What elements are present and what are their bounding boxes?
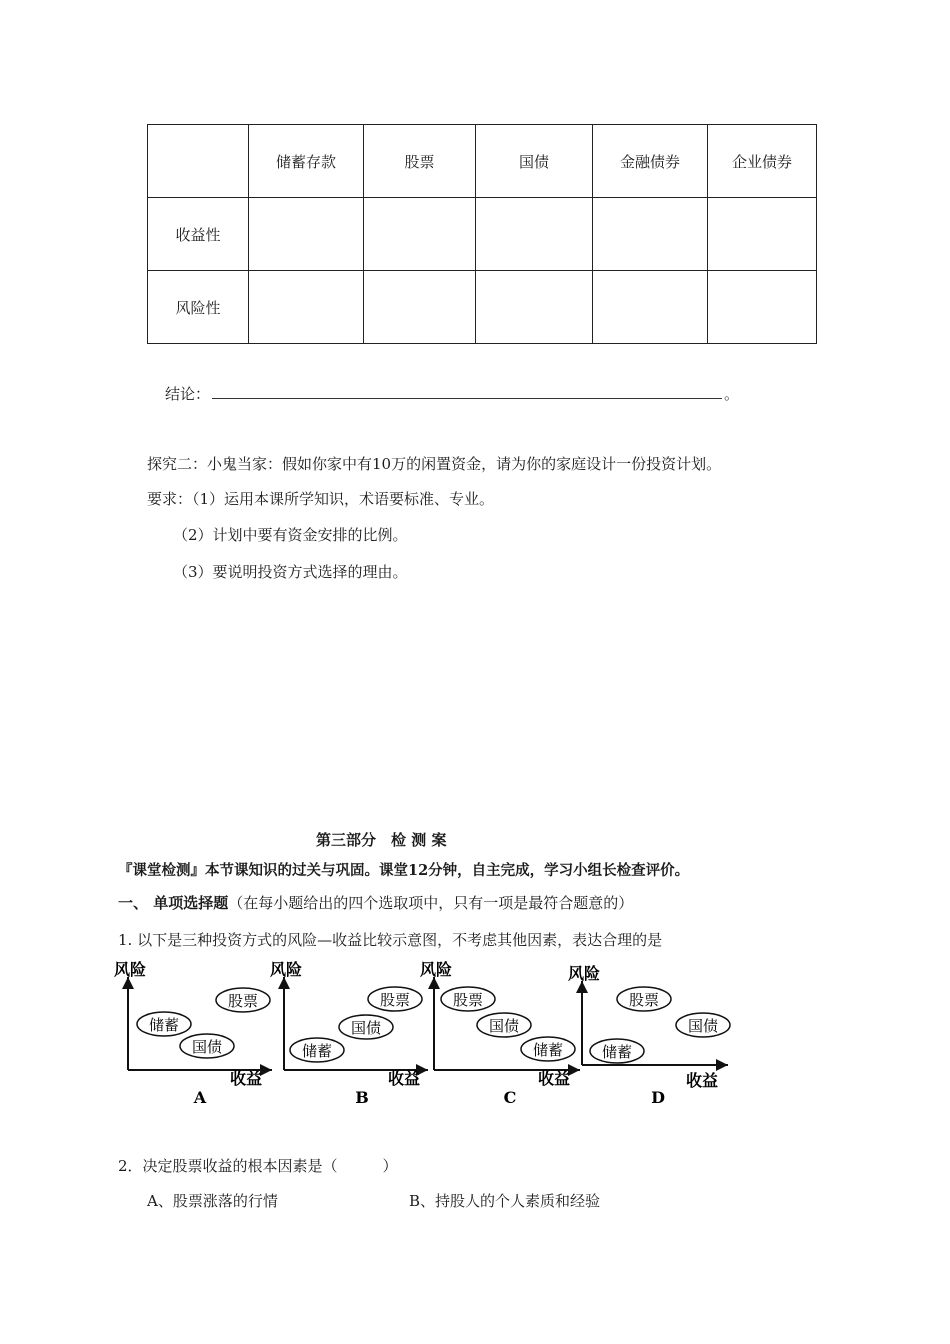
panel-letter: A — [193, 1088, 207, 1107]
inquiry-line-2: 要求：（1）运用本课所学知识，术语要标准、专业。 — [147, 490, 495, 508]
x-axis-label: 收益 — [230, 1069, 263, 1088]
table-cell[interactable] — [249, 271, 364, 344]
table-header-cell: 股票 — [364, 125, 476, 198]
y-axis-label: 风险 — [270, 960, 303, 979]
table-cell[interactable] — [476, 271, 593, 344]
bubble-label: 国债 — [191, 1038, 223, 1056]
y-axis-label: 风险 — [568, 964, 601, 983]
panel-letter: D — [651, 1088, 665, 1107]
y-axis-label: 风险 — [114, 960, 147, 979]
table-cell[interactable] — [708, 198, 817, 271]
bubble-label: 股票 — [379, 991, 411, 1009]
bubble-label: 国债 — [350, 1019, 382, 1037]
y-axis-label: 风险 — [420, 960, 453, 979]
bubble-label: 股票 — [628, 991, 660, 1009]
bubble-label: 储蓄 — [601, 1043, 633, 1061]
question-1: 1. 以下是三种投资方式的风险—收益比较示意图，不考虑其他因素，表达合理的是 — [118, 931, 663, 949]
table-cell[interactable] — [364, 198, 476, 271]
inquiry-line-3: （2）计划中要有资金安排的比例。 — [173, 526, 408, 544]
option-a[interactable]: A、股票涨落的行情 — [147, 1192, 278, 1210]
bubble-label: 股票 — [227, 992, 259, 1010]
row-label: 风险性 — [148, 271, 249, 344]
table-row — [148, 271, 817, 344]
bubble-label: 储蓄 — [148, 1016, 180, 1034]
table-cell[interactable] — [708, 271, 817, 344]
table-header-cell: 金融债券 — [593, 125, 708, 198]
row-label: 收益性 — [148, 198, 249, 271]
table-cell[interactable] — [593, 271, 708, 344]
panel-d — [568, 964, 730, 1107]
bubble-label: 国债 — [687, 1017, 719, 1035]
conclusion-line — [165, 383, 739, 404]
table-row — [148, 198, 817, 271]
table-header-cell: 储蓄存款 — [249, 125, 364, 198]
x-axis-label: 收益 — [388, 1069, 421, 1088]
table-cell[interactable] — [249, 198, 364, 271]
panel-a — [114, 960, 272, 1107]
bubble-label: 储蓄 — [532, 1041, 564, 1059]
inquiry-line-1: 探究二：小鬼当家：假如你家中有10万的闲置资金，请为你的家庭设计一份投资计划。 — [147, 455, 722, 473]
x-axis-label: 收益 — [538, 1069, 571, 1088]
section-head: 一、 单项选择题 — [118, 894, 229, 912]
inquiry-line-4: （3）要说明投资方式选择的理由。 — [173, 563, 408, 581]
conclusion-end: 。 — [724, 385, 740, 403]
comparison-table — [147, 124, 817, 344]
table-cell[interactable] — [476, 198, 593, 271]
option-b[interactable]: B、持股人的个人素质和经验 — [409, 1192, 601, 1210]
bubble-label: 股票 — [452, 991, 484, 1009]
table-header-cell: 国债 — [476, 125, 593, 198]
bubble-label: 储蓄 — [301, 1042, 333, 1060]
question-2: 2．决定股票收益的根本因素是（ ） — [118, 1157, 398, 1175]
part3-title: 第三部分 检 测 案 — [316, 831, 447, 849]
table-cell[interactable] — [593, 198, 708, 271]
bubble-label: 国债 — [488, 1017, 520, 1035]
table-header-cell: 企业债券 — [708, 125, 817, 198]
x-axis-label: 收益 — [686, 1071, 719, 1090]
table-header-row — [148, 125, 817, 198]
part3-banner: 『课堂检测』本节课知识的过关与巩固。课堂12分钟，自主完成，学习小组长检查评价。 — [118, 862, 690, 879]
panel-letter: B — [355, 1088, 369, 1107]
table-header-cell — [148, 125, 249, 198]
section-note: （在每小题给出的四个选取项中，只有一项是最符合题意的） — [228, 894, 634, 912]
table-cell[interactable] — [364, 271, 476, 344]
risk-return-figure — [112, 955, 737, 1110]
section-heading — [118, 892, 633, 913]
panel-c — [420, 960, 580, 1107]
panel-b — [270, 960, 428, 1107]
conclusion-blank[interactable] — [212, 384, 722, 399]
panel-letter: C — [503, 1088, 517, 1107]
conclusion-label: 结论： — [165, 385, 211, 403]
